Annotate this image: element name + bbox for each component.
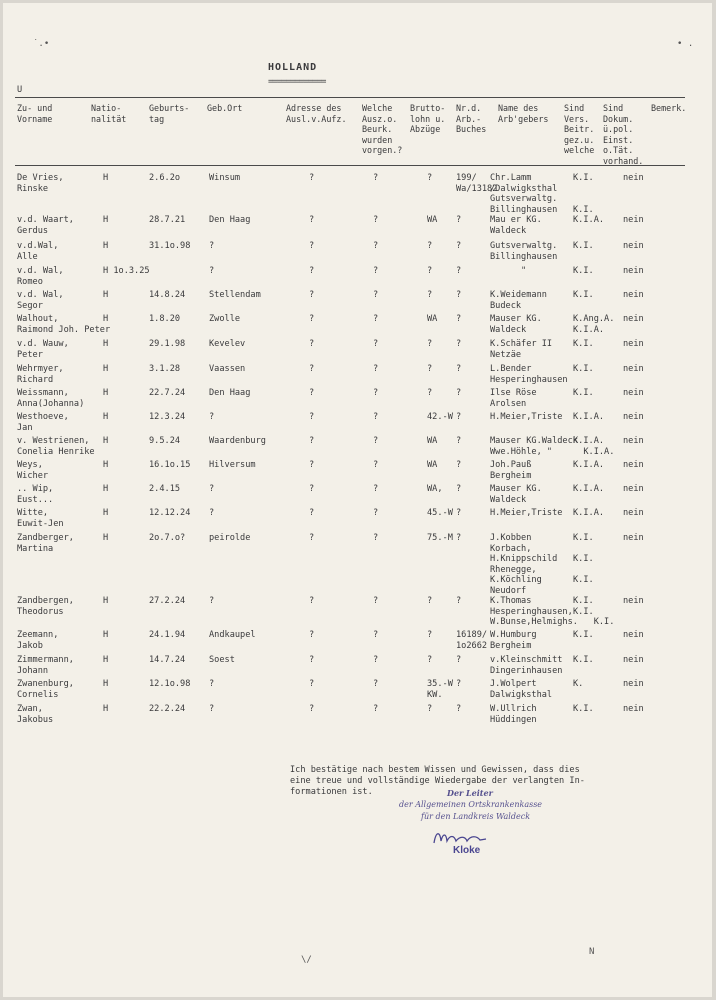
table-row (3, 290, 712, 311)
cell-address: ? (309, 314, 315, 324)
table-row (3, 596, 712, 627)
title-underline: ============= (268, 77, 326, 87)
cell-workbook-number: ? (456, 364, 462, 374)
table-row (3, 241, 712, 262)
cell-person-name: Witte, Euwit-Jen (17, 508, 64, 529)
table-row (3, 412, 712, 433)
cell-birthplace: Soest (209, 655, 235, 665)
cell-workbook-number: ? (456, 704, 462, 714)
punch-mark-left: ˙.• (33, 39, 50, 49)
cell-workbook-number: ? (456, 314, 462, 324)
cell-address: ? (309, 596, 315, 606)
cell-extracts: ? (373, 508, 379, 518)
header-rule-bottom (15, 165, 685, 166)
cell-workbook-number: ? (456, 241, 462, 251)
cell-birthplace: ? (209, 679, 215, 689)
cell-insurance: K.I.A. (573, 412, 605, 422)
cell-nationality: H (103, 508, 109, 518)
cell-extracts: ? (373, 412, 379, 422)
punch-mark-right: • . (677, 39, 694, 49)
cell-documents: nein (623, 215, 644, 225)
cell-birthdate: 2.4.15 (149, 484, 181, 494)
cell-insurance: K.I. (573, 266, 594, 276)
cell-person-name: v.d. Wauw, Peter (17, 339, 69, 360)
cell-employer: W.Humburg Bergheim (490, 630, 537, 651)
cell-birthplace: Andkaupel (209, 630, 256, 640)
col-header-gross-wage: Brutto- lohn u. Abzüge (410, 103, 446, 134)
cell-nationality: H (103, 339, 109, 349)
cell-birthplace: ? (209, 704, 215, 714)
header-rule-top (15, 97, 685, 98)
col-header-nationality: Natio- nalität (91, 103, 127, 124)
cell-insurance: K.I. K.I. (573, 173, 594, 215)
cell-extracts: ? (373, 630, 379, 640)
col-header-documents: Sind Dokum. ü.pol. Einst. o.Tät. vorhand. (603, 103, 644, 166)
cell-extracts: ? (373, 533, 379, 543)
cell-workbook-number: ? (456, 290, 462, 300)
cell-person-name: Zandberger, Martina (17, 533, 74, 554)
cell-extracts: ? (373, 704, 379, 714)
stamp-organisation: der Allgemeinen Ortskrankenkasse (399, 800, 543, 809)
cell-person-name: Weys, Wicher (17, 460, 49, 481)
cell-workbook-number: ? (456, 596, 462, 606)
document-page (3, 3, 712, 997)
cell-nationality: H (103, 215, 109, 225)
cell-person-name: v.d.Wal, Alle (17, 241, 59, 262)
cell-birthplace: Vaassen (209, 364, 246, 374)
cell-person-name: Zwanenburg, Cornelis (17, 679, 74, 700)
table-row (3, 484, 712, 505)
cell-extracts: ? (373, 290, 379, 300)
cell-extracts: ? (373, 364, 379, 374)
cell-birthplace: ? (209, 508, 215, 518)
col-header-insurance: Sind Vers. Beitr. gez.u. welche (564, 103, 595, 155)
cell-gross-wage: ? (427, 173, 433, 183)
cell-nationality: H (103, 655, 109, 665)
cell-workbook-number: 16189/ 1o2662 (456, 630, 488, 651)
cell-employer: J.Kobben Korbach, H.Knippschild Rhenegge, K.Köchling Neudorf (490, 533, 558, 596)
cell-gross-wage: 75.-M (427, 533, 453, 543)
cell-extracts: ? (373, 596, 379, 606)
cell-gross-wage: WA (427, 215, 438, 225)
cell-address: ? (309, 630, 315, 640)
stamp-title: Der Leiter (447, 788, 493, 798)
cell-extracts: ? (373, 655, 379, 665)
cell-birthdate: 14.7.24 (149, 655, 186, 665)
cell-gross-wage: ? (427, 241, 433, 251)
cell-insurance: K.I.A. K.I.A. (573, 436, 615, 457)
cell-birthplace: Hilversum (209, 460, 256, 470)
cell-insurance: K.I.A. (573, 460, 605, 470)
table-row (3, 173, 712, 215)
cell-birthplace: ? (209, 266, 215, 276)
cell-birthplace: Den Haag (209, 388, 251, 398)
cell-gross-wage: WA (427, 460, 438, 470)
cell-documents: nein (623, 484, 644, 494)
cell-person-name: Zandbergen, Theodorus (17, 596, 74, 617)
cell-employer: H.Meier,Triste (490, 412, 563, 422)
cell-employer: Mauser KG. Waldeck (490, 484, 542, 505)
cell-workbook-number: ? (456, 412, 462, 422)
cell-address: ? (309, 412, 315, 422)
cell-birthplace: Waardenburg (209, 436, 266, 446)
cell-workbook-number: ? (456, 508, 462, 518)
footer-mark-left: \/ (301, 955, 312, 965)
cell-person-name: Zeemann, Jakob (17, 630, 59, 651)
col-header-workbook: Nr.d. Arb.- Buches (456, 103, 487, 134)
cell-documents: nein (623, 364, 644, 374)
cell-nationality: H (103, 314, 109, 324)
cell-workbook-number: ? (456, 484, 462, 494)
cell-person-name: v.d. Wal, Romeo (17, 266, 64, 287)
cell-insurance: K.I. (573, 241, 594, 251)
cell-insurance: K.I. (573, 655, 594, 665)
table-row (3, 533, 712, 596)
cell-nationality: H (103, 364, 109, 374)
table-row (3, 460, 712, 481)
cell-gross-wage: ? (427, 655, 433, 665)
cell-person-name: v.d. Waart, Gerdus (17, 215, 74, 236)
cell-person-name: Zwan, Jakobus (17, 704, 54, 725)
cell-nationality: H (103, 679, 109, 689)
cell-gross-wage: ? (427, 339, 433, 349)
table-row (3, 215, 712, 236)
stamp-name: Kloke (453, 845, 481, 856)
cell-nationality: H (103, 484, 109, 494)
cell-address: ? (309, 215, 315, 225)
cell-address: ? (309, 436, 315, 446)
cell-gross-wage: ? (427, 630, 433, 640)
cell-nationality: H (103, 436, 109, 446)
cell-extracts: ? (373, 484, 379, 494)
cell-birthplace: Zwolle (209, 314, 241, 324)
cell-birthdate: 24.1.94 (149, 630, 186, 640)
cell-person-name: Zimmermann, Johann (17, 655, 74, 676)
col-header-address: Adresse des Ausl.v.Aufz. (286, 103, 347, 124)
cell-extracts: ? (373, 436, 379, 446)
table-row (3, 364, 712, 385)
cell-extracts: ? (373, 215, 379, 225)
cell-employer: H.Meier,Triste (490, 508, 563, 518)
cell-nationality: H (103, 241, 109, 251)
cell-gross-wage: 45.-W (427, 508, 453, 518)
cell-extracts: ? (373, 241, 379, 251)
cell-insurance: K.I. K.I. K.I. (573, 533, 594, 585)
cell-documents: nein (623, 460, 644, 470)
cell-address: ? (309, 290, 315, 300)
cell-employer: Gutsverwaltg. Billinghausen (490, 241, 558, 262)
cell-birthplace: Winsum (209, 173, 241, 183)
cell-birthdate: 29.1.98 (149, 339, 186, 349)
col-header-remarks: Bemerk. (651, 103, 687, 113)
cell-workbook-number: ? (456, 533, 462, 543)
col-header-extracts: Welche Ausz.o. Beurk. wurden vorgen.? (362, 103, 403, 155)
cell-person-name: De Vries, Rinske (17, 173, 64, 194)
table-row (3, 508, 712, 529)
cell-nationality: H (103, 533, 109, 543)
cell-birthplace: Den Haag (209, 215, 251, 225)
cell-workbook-number: ? (456, 388, 462, 398)
cell-birthdate: 16.1o.15 (149, 460, 191, 470)
cell-person-name: Westhoeve, Jan (17, 412, 69, 433)
cell-birthdate: 12.12.24 (149, 508, 191, 518)
cell-birthplace: ? (209, 484, 215, 494)
cell-insurance: K.I.A. (573, 215, 605, 225)
table-row (3, 704, 712, 725)
col-header-name: Zu- und Vorname (17, 103, 53, 124)
cell-employer: W.Ullrich Hüddingen (490, 704, 537, 725)
cell-employer: K.Weidemann Budeck (490, 290, 547, 311)
cell-address: ? (309, 364, 315, 374)
cell-insurance: K.I. K.I. K.I. (573, 596, 615, 627)
cell-insurance: K.I. (573, 704, 594, 714)
col-header-birthdate: Geburts- tag (149, 103, 190, 124)
table-row (3, 266, 712, 287)
cell-address: ? (309, 241, 315, 251)
cell-insurance: K.I. (573, 630, 594, 640)
cell-address: ? (309, 339, 315, 349)
cell-extracts: ? (373, 266, 379, 276)
cell-documents: nein (623, 290, 644, 300)
col-header-employer: Name des Arb'gebers (498, 103, 549, 124)
table-row (3, 679, 712, 700)
cell-documents: nein (623, 388, 644, 398)
cell-address: ? (309, 484, 315, 494)
cell-documents: nein (623, 508, 644, 518)
cell-address: ? (309, 655, 315, 665)
cell-birthdate: 2o.7.o? (149, 533, 186, 543)
cell-birthdate: 12.1o.98 (149, 679, 191, 689)
cell-gross-wage: ? (427, 364, 433, 374)
cell-workbook-number: ? (456, 436, 462, 446)
cell-employer: Joh.Pauß Bergheim (490, 460, 532, 481)
cell-workbook-number: ? (456, 339, 462, 349)
cell-workbook-number: 199/ Wa/13182 (456, 173, 498, 194)
table-row (3, 339, 712, 360)
cell-workbook-number: ? (456, 215, 462, 225)
certification-text: Ich bestätige nach bestem Wissen und Gewissen, dass dies eine treue und vollständige Wiedergabe der verlangten In- formationen ist. (290, 765, 585, 797)
cell-address: ? (309, 704, 315, 714)
col-header-birthplace: Geb.Ort (207, 103, 243, 113)
cell-person-name: Weissmann, Anna(Johanna) (17, 388, 85, 409)
cell-birthplace: Stellendam (209, 290, 261, 300)
cell-insurance: K.I.A. (573, 508, 605, 518)
cell-birthdate: 14.8.24 (149, 290, 186, 300)
cell-insurance: K.Ang.A. K.I.A. (573, 314, 615, 335)
cell-person-name: v.d. Wal, Segor (17, 290, 64, 311)
cell-nationality: H 1o.3.25 (103, 266, 150, 276)
cell-address: ? (309, 533, 315, 543)
cell-birthdate: 31.1o.98 (149, 241, 191, 251)
page-title: HOLLAND (268, 62, 318, 73)
cell-documents: nein (623, 266, 644, 276)
cell-employer: Mauser KG.Waldeck Wwe.Höhle, " (490, 436, 578, 457)
cell-employer: K.Schäfer II Netzäe (490, 339, 553, 360)
cell-nationality: H (103, 412, 109, 422)
cell-person-name: .. Wip, Eust... (17, 484, 54, 505)
cell-documents: nein (623, 339, 644, 349)
cell-birthdate: 9.5.24 (149, 436, 181, 446)
stamp-district: für den Landkreis Waldeck (421, 812, 531, 821)
cell-birthplace: ? (209, 412, 215, 422)
cell-address: ? (309, 266, 315, 276)
cell-extracts: ? (373, 314, 379, 324)
cell-birthplace: Kevelev (209, 339, 246, 349)
cell-insurance: K.I. (573, 339, 594, 349)
cell-person-name: Wehrmyer, Richard (17, 364, 64, 385)
cell-birthdate: 3.1.28 (149, 364, 181, 374)
cell-documents: nein (623, 704, 644, 714)
cell-nationality: H (103, 460, 109, 470)
cell-person-name: v. Westrienen, Conelia Henrike (17, 436, 95, 457)
section-marker: U (17, 85, 23, 95)
cell-extracts: ? (373, 460, 379, 470)
cell-insurance: K.I. (573, 290, 594, 300)
cell-extracts: ? (373, 679, 379, 689)
cell-address: ? (309, 679, 315, 689)
cell-birthdate: 27.2.24 (149, 596, 186, 606)
cell-employer: Mauser KG. Waldeck (490, 314, 542, 335)
cell-address: ? (309, 173, 315, 183)
cell-gross-wage: ? (427, 596, 433, 606)
cell-insurance: K.I. (573, 388, 594, 398)
cell-gross-wage: WA (427, 314, 438, 324)
cell-documents: nein (623, 412, 644, 422)
cell-workbook-number: ? (456, 460, 462, 470)
cell-birthdate: 12.3.24 (149, 412, 186, 422)
footer-mark-right: N (589, 947, 595, 957)
cell-address: ? (309, 388, 315, 398)
cell-workbook-number: ? (456, 655, 462, 665)
cell-documents: nein (623, 241, 644, 251)
cell-gross-wage: 35.-W KW. (427, 679, 453, 700)
cell-workbook-number: ? (456, 266, 462, 276)
cell-employer: v.Kleinschmitt Dingerinhausen (490, 655, 563, 676)
cell-extracts: ? (373, 339, 379, 349)
cell-insurance: K.I.A. (573, 484, 605, 494)
cell-birthdate: 28.7.21 (149, 215, 186, 225)
cell-nationality: H (103, 173, 109, 183)
cell-employer: Ilse Röse Arolsen (490, 388, 537, 409)
cell-address: ? (309, 508, 315, 518)
cell-employer: Chr.Lamm /Dalwigksthal Gutsverwaltg. Billinghausen (490, 173, 558, 215)
cell-documents: nein (623, 630, 644, 640)
cell-nationality: H (103, 630, 109, 640)
cell-insurance: K.I. (573, 364, 594, 374)
cell-nationality: H (103, 388, 109, 398)
table-row (3, 314, 712, 335)
cell-extracts: ? (373, 173, 379, 183)
cell-insurance: K. (573, 679, 584, 689)
cell-birthdate: 2.6.2o (149, 173, 181, 183)
cell-workbook-number: ? (456, 679, 462, 689)
cell-person-name: Walhout, Raimond Joh. Peter (17, 314, 111, 335)
cell-gross-wage: ? (427, 290, 433, 300)
cell-documents: nein (623, 596, 644, 606)
cell-employer: Mau er KG. Waldeck (490, 215, 542, 236)
cell-gross-wage: WA, (427, 484, 443, 494)
table-row (3, 655, 712, 676)
cell-documents: nein (623, 533, 644, 543)
cell-documents: nein (623, 314, 644, 324)
table-row (3, 388, 712, 409)
cell-birthdate: 22.2.24 (149, 704, 186, 714)
table-row (3, 630, 712, 651)
cell-birthplace: ? (209, 596, 215, 606)
cell-employer: L.Bender Hesperinghausen (490, 364, 568, 385)
cell-birthdate: 22.7.24 (149, 388, 186, 398)
cell-extracts: ? (373, 388, 379, 398)
cell-documents: nein (623, 436, 644, 446)
cell-gross-wage: 42.-W (427, 412, 453, 422)
cell-documents: nein (623, 655, 644, 665)
cell-gross-wage: ? (427, 704, 433, 714)
cell-birthplace: ? (209, 241, 215, 251)
cell-employer: " (490, 266, 527, 276)
cell-birthdate: 1.8.20 (149, 314, 181, 324)
cell-nationality: H (103, 704, 109, 714)
cell-nationality: H (103, 596, 109, 606)
cell-gross-wage: ? (427, 388, 433, 398)
cell-nationality: H (103, 290, 109, 300)
cell-birthplace: peirolde (209, 533, 251, 543)
table-row (3, 436, 712, 457)
cell-employer: K.Thomas Hesperinghausen, W.Bunse,Helmighs. (490, 596, 578, 627)
cell-gross-wage: ? (427, 266, 433, 276)
cell-documents: nein (623, 679, 644, 689)
cell-employer: J.Wolpert Dalwigksthal (490, 679, 553, 700)
cell-address: ? (309, 460, 315, 470)
cell-gross-wage: WA (427, 436, 438, 446)
cell-documents: nein (623, 173, 644, 183)
